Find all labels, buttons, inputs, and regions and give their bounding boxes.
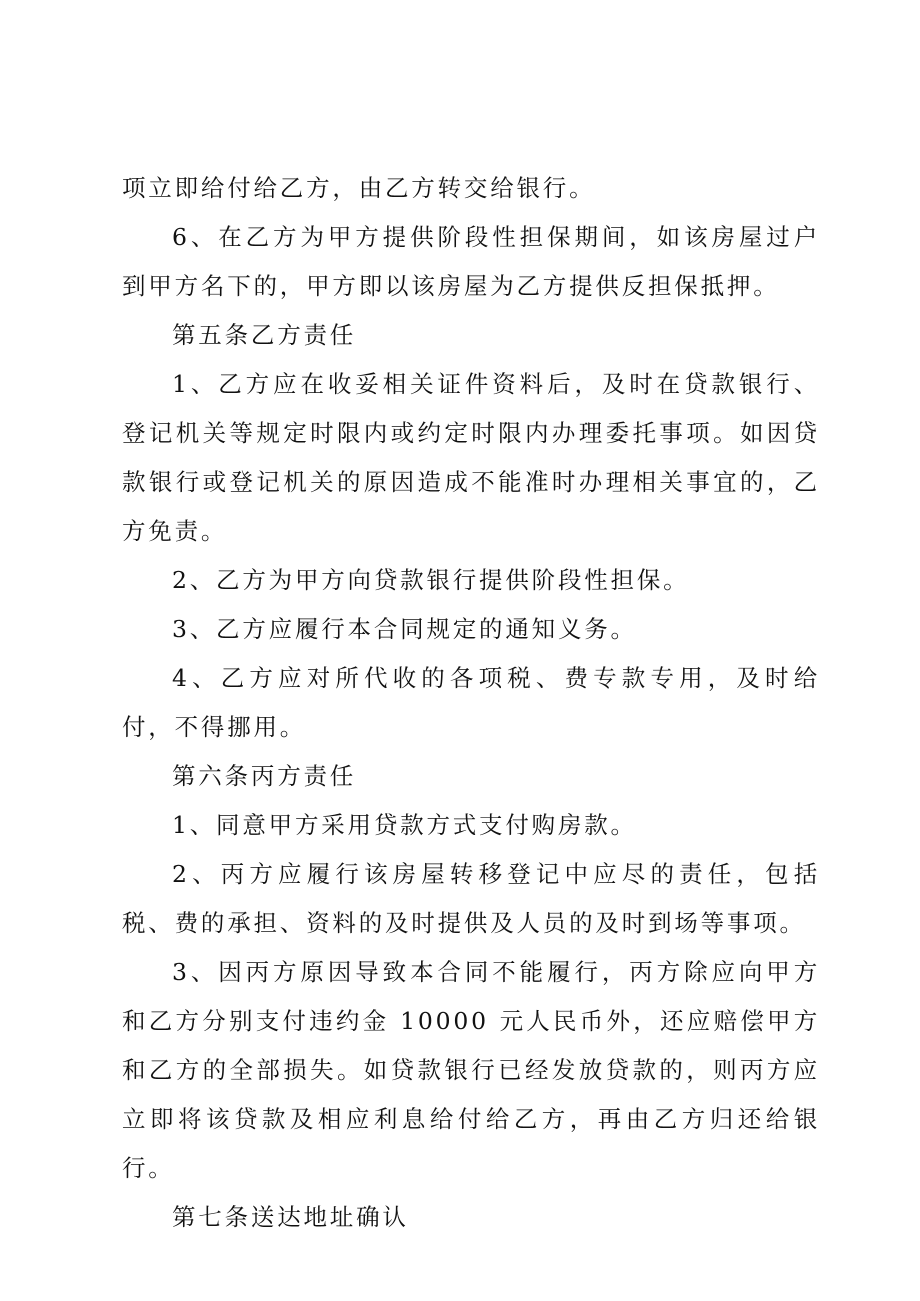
section-heading-article-5: 第五条乙方责任 bbox=[172, 321, 357, 349]
paragraph-clause-6-2: 2、丙方应履行该房屋转移登记中应尽的责任，包括税、费的承担、资料的及时提供及人员的及时到场等事项。 bbox=[122, 860, 820, 937]
paragraph-clause-5-2: 2、乙方为甲方向贷款银行提供阶段性担保。 bbox=[172, 566, 690, 594]
paragraph-continuation: 项立即给付给乙方，由乙方转交给银行。 bbox=[122, 174, 596, 202]
document-body bbox=[122, 164, 820, 1242]
paragraph-clause-5-1: 1、乙方应在收妥相关证件资料后，及时在贷款银行、登记机关等规定时限内或约定时限内办理委托事项。如因贷款银行或登记机关的原因造成不能准时办理相关事宜的，乙方免责。 bbox=[122, 370, 820, 545]
section-heading-article-6: 第六条丙方责任 bbox=[172, 762, 357, 790]
section-heading-article-7: 第七条送达地址确认 bbox=[172, 1203, 409, 1231]
paragraph-clause-4-6: 6、在乙方为甲方提供阶段性担保期间，如该房屋过户到甲方名下的，甲方即以该房屋为乙方提供反担保抵押。 bbox=[122, 223, 820, 300]
paragraph-clause-5-4: 4、乙方应对所代收的各项税、费专款专用，及时给付，不得挪用。 bbox=[122, 664, 820, 741]
paragraph-clause-6-3: 3、因丙方原因导致本合同不能履行，丙方除应向甲方和乙方分别支付违约金 10000 元人民币外，还应赔偿甲方和乙方的全部损失。如贷款银行已经发放贷款的，则丙方应立即将该贷款及相应利息给付给乙方，再由乙方归还给银行。 bbox=[122, 958, 820, 1182]
paragraph-clause-6-1: 1、同意甲方采用贷款方式支付购房款。 bbox=[172, 811, 637, 839]
paragraph-clause-5-3: 3、乙方应履行本合同规定的通知义务。 bbox=[172, 615, 637, 643]
